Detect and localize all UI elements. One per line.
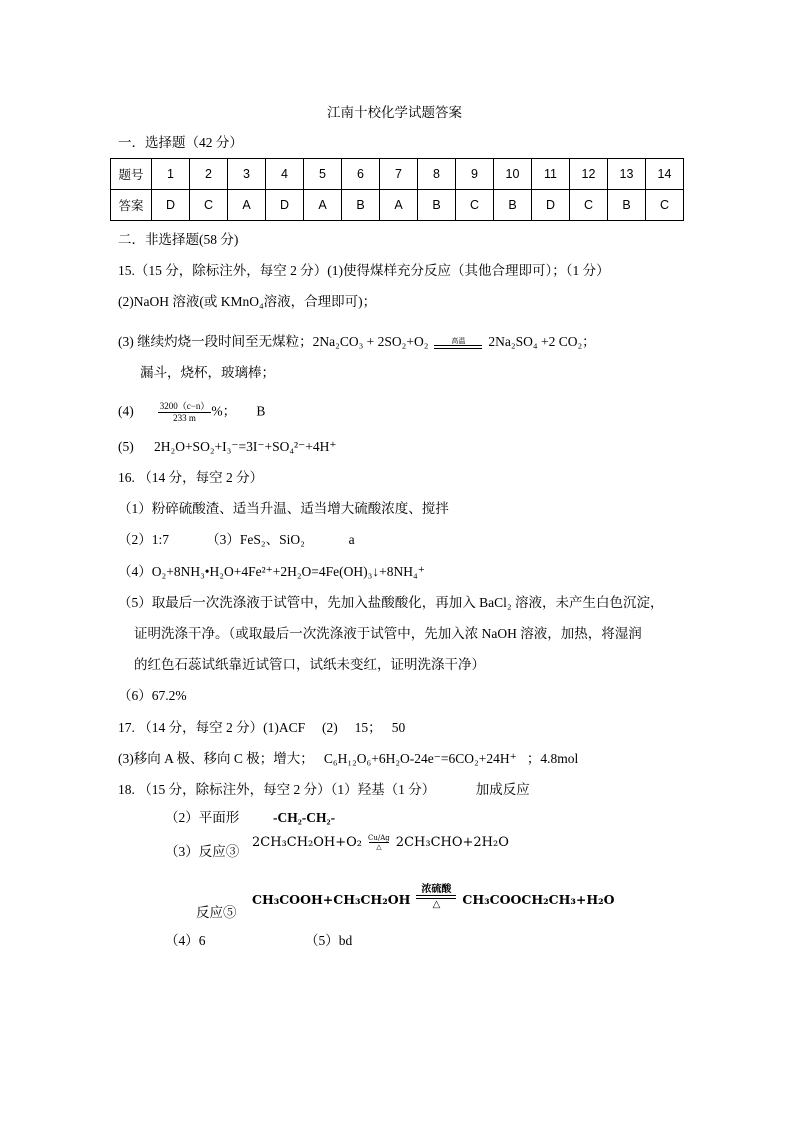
catalyst-label: Cu/Ag	[368, 834, 390, 842]
q15-part4-answer: ； B	[222, 403, 266, 419]
q17-part3: (3)移向 A 极、移向 C 极；增大； C₆H₁₂O₆+6H₂O-24e⁻=6CO₂+24H⁺ ；4.8mol	[118, 751, 579, 766]
q18-part3-label: （3）反应③	[165, 844, 240, 859]
condition-label: 高温	[451, 336, 466, 345]
answer-cell: C	[456, 190, 494, 221]
fraction	[158, 401, 212, 424]
products: CH₃COOCH₂CH₃+H₂O	[462, 892, 615, 907]
q16-part5-line2: 证明洗涤干净。（或取最后一次洗涤液于试管中，先加入浓 NaOH 溶液，加热，将湿润	[134, 626, 642, 641]
condition-arrow	[434, 337, 482, 349]
answer-cell: B	[342, 190, 380, 221]
section-choice-heading: 一．选择题（42 分）	[118, 135, 243, 150]
reaction-3-equation	[252, 834, 509, 852]
percent: %	[211, 403, 223, 419]
q16-part1: （1）粉碎硫酸渣、适当升温、适当增大硫酸浓度、搅拌	[118, 501, 449, 516]
answer-cell: C	[646, 190, 684, 221]
question-number-cell: 14	[646, 159, 684, 190]
heat-symbol: △	[432, 898, 441, 910]
q17-heading: 17. （14 分，每空 2 分）(1)ACF (2) 15； 50	[118, 720, 406, 735]
answer-cell: C	[570, 190, 608, 221]
q16-part4: （4）O₂+8NH₃•H₂O+4Fe²⁺+2H₂O=4Fe(OH)₃↓+8NH₄⁺	[118, 564, 425, 579]
q15-part3-right: 2Na₂SO₄ +2 CO₂；	[488, 334, 596, 349]
answer-cell: B	[494, 190, 532, 221]
answer-cell: A	[228, 190, 266, 221]
q15-part3-left: (3) 继续灼烧一段时间至无煤粒；2Na₂CO₃ + 2SO₂+O₂	[118, 334, 429, 349]
question-number-cell: 12	[570, 159, 608, 190]
question-number-cell: 1	[152, 159, 190, 190]
answer-cell: D	[152, 190, 190, 221]
table-row-answers	[111, 190, 684, 221]
question-number-cell: 5	[304, 159, 342, 190]
q18-reaction5-label: 反应⑤	[196, 905, 237, 920]
reversible-arrow	[416, 884, 456, 910]
header-cell: 题号	[111, 159, 152, 190]
header-cell: 答案	[111, 190, 152, 221]
q16-heading: 16. （14 分，每空 2 分）	[118, 470, 264, 485]
reactants: 2CH₃CH₂OH+O₂	[252, 835, 363, 850]
question-number-cell: 6	[342, 159, 380, 190]
label: (4)	[118, 403, 134, 419]
answer-cell: B	[608, 190, 646, 221]
answer-cell: C	[190, 190, 228, 221]
section-nonchoice-heading: 二．非选择题(58 分)	[118, 232, 239, 247]
question-number-cell: 8	[418, 159, 456, 190]
q18-part4: （4）6	[165, 933, 206, 948]
q15-part2: (2)NaOH 溶液(或 KMnO₄溶液，合理即可)；	[118, 294, 377, 309]
answer-cell: D	[266, 190, 304, 221]
catalyst-label: 浓硫酸	[421, 883, 452, 895]
answer-cell: A	[380, 190, 418, 221]
q18-heading: 18. （15 分，除标注外，每空 2 分）（1）羟基（1 分） 加成反应	[118, 782, 530, 797]
q15-heading: 15.（15 分，除标注外，每空 2 分）(1)使得煤样充分反应（其他合理即可）；（1 分）	[118, 263, 610, 278]
question-number-cell: 7	[380, 159, 418, 190]
q16-part5-line3: 的红色石蕊试纸靠近试管口，试纸未变红，证明洗涤干净）	[134, 657, 485, 672]
answer-table	[110, 158, 684, 221]
q16-part6: （6）67.2%	[118, 688, 187, 703]
heat-symbol: △	[376, 843, 382, 851]
numerator: 3200（c−n）	[159, 401, 210, 411]
question-number-cell: 9	[456, 159, 494, 190]
reactants: CH₃COOH+CH₃CH₂OH	[252, 892, 411, 907]
question-number-cell: 10	[494, 159, 532, 190]
condition-arrow	[368, 834, 390, 851]
q15-part5: (5) 2H₂O+SO₂+I₃⁻=3I⁻+SO₄²⁻+4H⁺	[118, 439, 337, 454]
q16-part5-line1: （5）取最后一次洗涤液于试管中，先加入盐酸酸化，再加入 BaCl₂ 溶液，未产生白色沉淀，	[118, 595, 664, 610]
q18-part5: （5）bd	[305, 933, 353, 948]
answer-cell: B	[418, 190, 456, 221]
table-row-numbers	[111, 159, 684, 190]
question-number-cell: 2	[190, 159, 228, 190]
question-number-cell: 13	[608, 159, 646, 190]
q15-part4	[118, 401, 265, 424]
q16-part2-3: （2）1:7 （3）FeS₂、SiO₂ a	[118, 532, 355, 547]
answer-cell: D	[532, 190, 570, 221]
question-number-cell: 11	[532, 159, 570, 190]
q15-part3	[118, 333, 596, 351]
question-number-cell: 4	[266, 159, 304, 190]
document-title: 江南十校化学试题答案	[327, 105, 462, 120]
answer-cell: A	[304, 190, 342, 221]
q15-part3-apparatus: 漏斗，烧杯，玻璃棒；	[140, 365, 275, 380]
reaction-5-equation	[252, 883, 615, 910]
q18-part2-label: （2）平面形	[165, 810, 240, 825]
q18-part2-value: -CH₂-CH₂-	[273, 810, 336, 825]
question-number-cell: 3	[228, 159, 266, 190]
products: 2CH₃CHO+2H₂O	[395, 835, 509, 850]
denominator: 233 m	[173, 413, 196, 423]
